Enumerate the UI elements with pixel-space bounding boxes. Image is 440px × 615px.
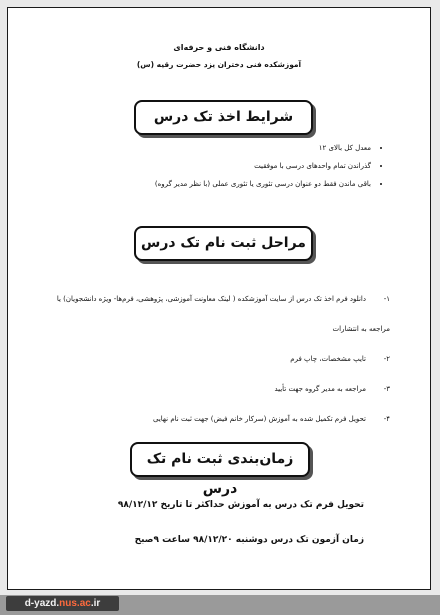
- step-2: [45, 354, 390, 364]
- step-text: تحویل فرم تکمیل شده به آموزش (سرکار خانم فیض) جهت ثبت نام نهایی: [153, 415, 366, 423]
- section-title-schedule: زمان‌بندی ثبت نام تک درس: [130, 442, 310, 477]
- college-name: آموزشکده فنی دختران یزد حضرت رقیه (س): [136, 60, 302, 69]
- step-text: تایپ مشخصات، چاپ فرم: [290, 355, 366, 363]
- step-number: ۴-: [383, 415, 390, 423]
- step-number: ۲-: [383, 355, 390, 363]
- list-item: • معدل کل بالای ۱۲: [71, 143, 371, 154]
- step-text: دانلود فرم اخذ تک درس از سایت آموزشکده ( لینک معاونت آموزشی، پژوهشی، فرم‌ها- ویژه دانشجویان) یا: [56, 295, 366, 303]
- step-3: [45, 384, 390, 394]
- step-text: مراجعه به انتشارات: [332, 325, 390, 333]
- conditions-list: [71, 143, 385, 197]
- step-1-continued: [45, 324, 390, 334]
- step-number: ۱-: [383, 295, 390, 303]
- document-page: [7, 7, 431, 590]
- step-1: [45, 294, 390, 304]
- section-title-registration-steps: مراحل ثبت نام تک درس: [134, 226, 313, 261]
- university-name: دانشگاه فنی و حرفه‌ای: [173, 43, 265, 52]
- section-title-conditions: شرایط اخذ تک درس: [134, 100, 313, 135]
- schedule-exam-time: زمان آزمون تک درس دوشنبه ۹۸/۱۲/۲۰ ساعت ۹صبح: [134, 535, 364, 545]
- site-watermark: d-yazd.nus.ac.ir: [6, 596, 119, 611]
- list-item: • باقی ماندن فقط دو عنوان درسی تئوری یا تئوری عملی (با نظر مدیر گروه): [71, 179, 371, 190]
- step-number: ۳-: [383, 385, 390, 393]
- step-text: مراجعه به مدیر گروه جهت تأیید: [274, 385, 366, 393]
- schedule-deadline: تحویل فرم تک درس به آموزش حداکثر تا تاریخ ۹۸/۱۲/۱۲: [117, 500, 364, 510]
- step-4: [45, 414, 390, 424]
- list-item: • گذراندن تمام واحدهای درسی با موفقیت: [71, 161, 371, 172]
